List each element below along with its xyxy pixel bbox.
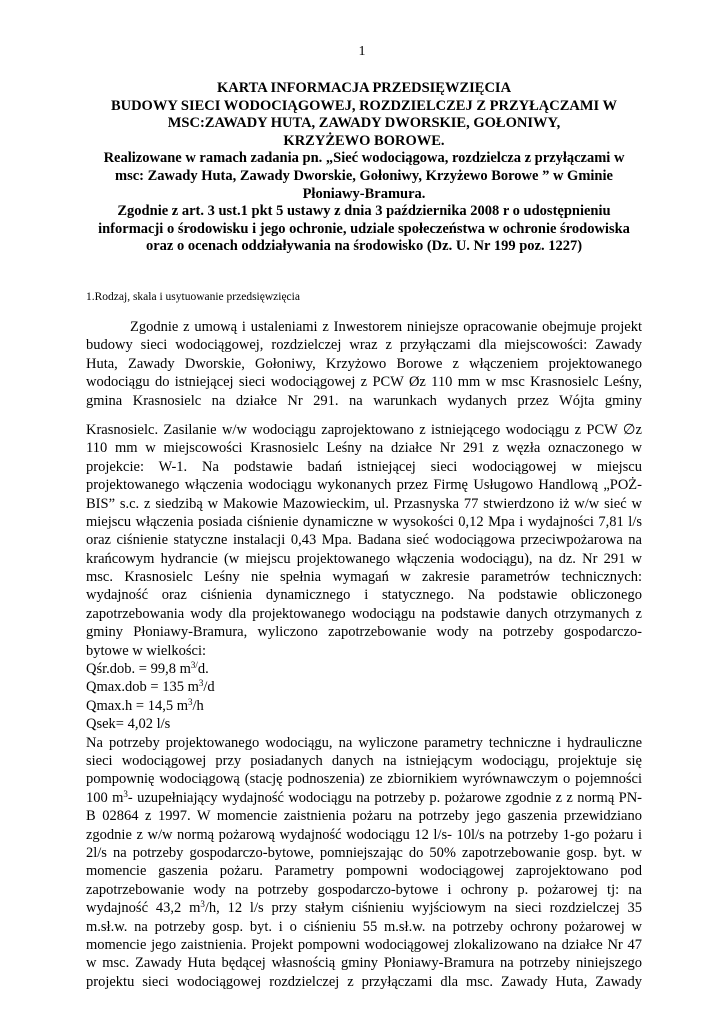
paragraph-line: wydajność oraz ciśnienia dynamicznego i statycznego. Na podstawie obliczonego [86,587,642,604]
paragraph-line: BIS” s.c. z siedzibą w Makowie Mazowieckim, ul. Przasnyska 77 stwierdzono iż w/w sieć w [86,495,642,512]
paragraph-line: krańcowym hydrancie (w miejscu projektowanego włączenia wodociągu), na dz. Nr 291 w [86,550,642,567]
paragraph-line: miejscu włączenia posiada ciśnienie dynamiczne w wysokości 0,12 Mpa i wydajności 7,81 l/s [86,513,642,530]
title-line: BUDOWY SIECI WODOCIĄGOWEJ, ROZDZIELCZEJ Z PRZYŁĄCZAMI W [110,97,618,114]
paragraph-line: zapotrzebowania wody dla projektowanego wodociągu na podstawie danych otrzymanych z [86,605,642,622]
paragraph-line: momencie gaszenia pożaru. Parametry pompowni wodociągowej zaprojektowano pod [86,863,642,880]
paragraph-line: Na potrzeby projektowanego wodociągu, na wyliczone parametry techniczne i hydrauliczne [86,734,642,751]
paragraph-line: B 02864 z 1997. W momencie zaistnienia pożaru na potrzeby jego gaszenia przewidziano [86,808,642,825]
section-heading: 1.Rodzaj, skala i usytuowanie przedsięwzięcia [86,291,300,303]
document-title [86,80,642,256]
paragraph-line: pompownię wodociągową (stację podnoszenia) ze zbiornikiem wyrównawczym o pojemności [86,771,642,788]
paragraph-line: m.sł.w. na potrzeby gosp. byt. i o ciśnieniu 55 m.sł.w. na potrzeby ochrony pożarowej w [86,918,642,935]
paragraph-line: 100 $m^3-$ uzupełniający wydajność wodociągu na potrzeby p. pożarowe zgodnie z z normą PN- [86,788,642,806]
paragraph-line: zgodnie z w/w normą pożarową wydajność wodociągu 12 l/s- 10l/s na potrzeby 1-go pożaru i [86,826,642,843]
paragraph-line: sieci wodociągowej przy posiadanych danych na istniejącym wodociągu, projektuje się [86,752,642,769]
title-line: MSC:ZAWADY HUTA, ZAWADY DWORSKIE, GOŁONIWY, [167,115,561,132]
paragraph-line: 110 mm w miejscowości Krasnosielc Leśny na działce Nr 291 z węzła oznaczonego w [86,440,642,457]
title-line: KRZYŻEWO BOROWE. [283,132,445,149]
document-body [86,318,642,991]
title-line: informacji o środowisku i jego ochronie, udziale społeczeństwa w ochronie środowiska [98,220,630,237]
paragraph-line: zapotrzebowanie wody na potrzeby gospodarczo-bytowe i ochrony p. pożarowej tj: na [86,881,642,898]
paragraph-line: projektu sieci wodociągowej rozdzielczej z przyłączami dla msc. Zawady Huta, Zawady [86,973,642,990]
paragraph-line: wydajność 43,2 $m^3/h$, 12 l/s przy stałym ciśnieniu wyjściowym na sieci rozdzielczej 35 [86,899,642,917]
paragraph-line: gminy Płoniawy-Bramura, wyliczono zapotrzebowanie wody na potrzeby gospodarczo- [86,624,642,641]
paragraph-line: projekcie: W-1. Na podstawie badań istniejącej sieci wodociągowej w miejscu [86,458,642,475]
paragraph-line: Huta, Zawady Dworskie, Gołoniwy, Krzyżowo Borowe z włączeniem projektowanego [86,355,642,372]
paragraph-line: wodociągu do istniejącej sieci wodociągowej z PCW Øz 110 mm w msc Krasnosielc Leśny, [86,374,642,391]
formula-line: Qmax.h = 14,5 $m^3/h$ [86,696,204,714]
paragraph-line: budowy sieci wodociągowej, rozdzielczej wraz z przyłączami dla miejscowości: Zawady [86,337,642,354]
paragraph-line: momencie jego zaistnienia. Projekt pompowni wodociągowej zlokalizowano na działce Nr 47 [86,936,642,953]
paragraph-line: projektowanego włączenia wodociągu wykonanych przez Firmę Usługowo Handlową „POŻ- [86,477,642,494]
page-number: 1 [358,44,366,59]
paragraph-line: oraz ciśnienie statyczne instalacji 0,43 Mpa. Badana sieć wodociągowa przeciwpożarowa na [86,532,642,549]
title-line: oraz o ocenach oddziaływania na środowisko (Dz. U. Nr 199 poz. 1227) [145,238,583,255]
formula-line: Qmax.dob = 135 $m^3/d$ [86,678,215,696]
paragraph-line: 2l/s na potrzeby gospodarczo-bytowe, pomniejszając do 50% zapotrzebowanie gosp. byt. w [86,844,642,861]
title-line: Płoniawy-Bramura. [302,185,426,202]
paragraph-line: Zgodnie z umową i ustaleniami z Inwestorem niniejsze opracowanie obejmuje projekt [130,319,642,335]
title-line: Zgodnie z art. 3 ust.1 pkt 5 ustawy z dnia 3 października 2008 r o udostępnieniu [117,203,611,220]
paragraph-line: Krasnosielc. Zasilanie w/w wodociągu zaprojektowano z istniejącego wodociągu z PCW ∅z [86,421,642,438]
paragraph-line: gmina Krasnosielc na działce Nr 291. na warunkach wydanych przez Wójta gminy [86,392,642,409]
paragraph-line: bytowe w wielkości: [86,642,207,659]
formula-line: Qśr.dob. = 99,8 $m^{3/}d$. [86,660,209,678]
paragraph-line: w msc. Zawady Huta będącej własnością gminy Płoniawy-Bramura na potrzeby niniejszego [86,955,642,972]
title-line: msc: Zawady Huta, Zawady Dworskie, Gołoniwy, Krzyżewo Borowe ” w Gminie [115,167,613,184]
title-line: KARTA INFORMACJA PRZEDSIĘWZIĘCIA [216,80,512,96]
paragraph-line: msc. Krasnosielc Leśny nie spełnia wymagań w zakresie parametrów technicznych: [86,569,642,586]
title-line: Realizowane w ramach zadania pn. „Sieć wodociągowa, rozdzielcza z przyłączami w [103,150,625,167]
formula-line: Qsek= 4,02 l/s [86,716,171,733]
